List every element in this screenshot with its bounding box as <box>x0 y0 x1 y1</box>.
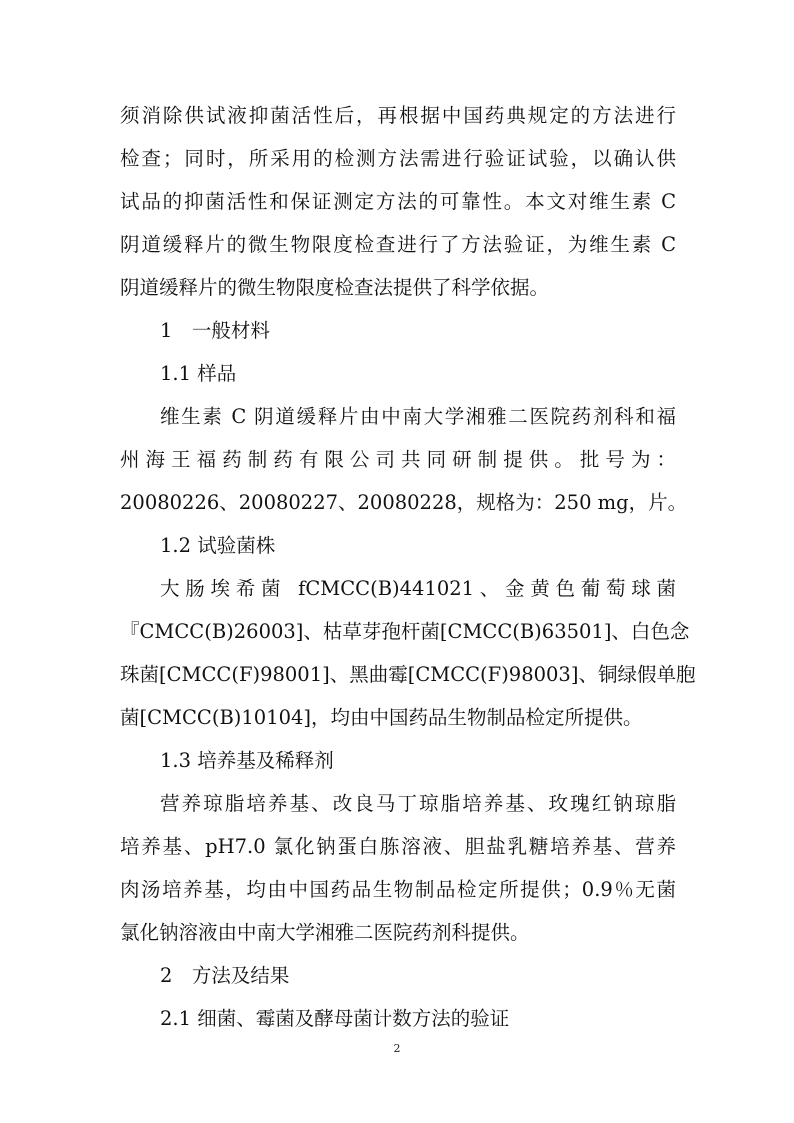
media-line-4: 氯化钠溶液由中南大学湘雅二医院药剂科提供。 <box>120 921 530 944</box>
sample-line-1: 维生素 C 阴道缓释片由中南大学湘雅二医院药剂科和福 <box>160 405 676 428</box>
subsection-2-1-heading: 2.1 细菌、霉菌及酵母菌计数方法的验证 <box>160 1007 510 1030</box>
intro-line-3: 试品的抑菌活性和保证测定方法的可靠性。本文对维生素 C <box>120 190 676 213</box>
subsection-1-2-heading: 1.2 试验菌株 <box>160 534 276 557</box>
intro-line-4: 阴道缓释片的微生物限度检查进行了方法验证，为维生素 C <box>120 233 676 256</box>
intro-line-1: 须消除供试液抑菌活性后，再根据中国药典规定的方法进行 <box>120 104 676 127</box>
section-2-heading: 2 方法及结果 <box>160 964 290 987</box>
media-line-2: 培养基、pH7.0 氯化钠蛋白胨溶液、胆盐乳糖培养基、营养 <box>120 835 676 858</box>
intro-line-5: 阴道缓释片的微生物限度检查法提供了科学依据。 <box>120 276 550 299</box>
intro-line-2: 检查；同时，所采用的检测方法需进行验证试验，以确认供 <box>120 147 676 170</box>
section-1-heading: 1 一般材料 <box>160 319 270 342</box>
page-number: 2 <box>393 1042 401 1055</box>
subsection-1-1-heading: 1.1 样品 <box>160 362 237 385</box>
strains-line-1: 大肠埃希菌 fCMCC(B)441021、金黄色葡萄球菌 <box>160 577 676 600</box>
sample-line-2: 州海王福药制药有限公司共同研制提供。批号为： <box>120 448 676 471</box>
subsection-1-3-heading: 1.3 培养基及稀释剂 <box>160 749 334 772</box>
strains-line-3: 珠菌[CMCC(F)98001]、黑曲霉[CMCC(F)98003]、铜绿假单胞 <box>120 663 696 686</box>
strains-line-2: 『CMCC(B)26003]、枯草芽孢杆菌[CMCC(B)63501]、白色念 <box>120 620 690 643</box>
strains-line-4: 菌[CMCC(B)10104]，均由中国药品生物制品检定所提供。 <box>120 706 643 729</box>
sample-line-3: 20080226、20080227、20080228，规格为：250 mg，片。 <box>120 491 688 514</box>
media-line-3: 肉汤培养基，均由中国药品生物制品检定所提供；0.9％无菌 <box>120 878 676 901</box>
media-line-1: 营养琼脂培养基、改良马丁琼脂培养基、玫瑰红钠琼脂 <box>160 792 676 815</box>
